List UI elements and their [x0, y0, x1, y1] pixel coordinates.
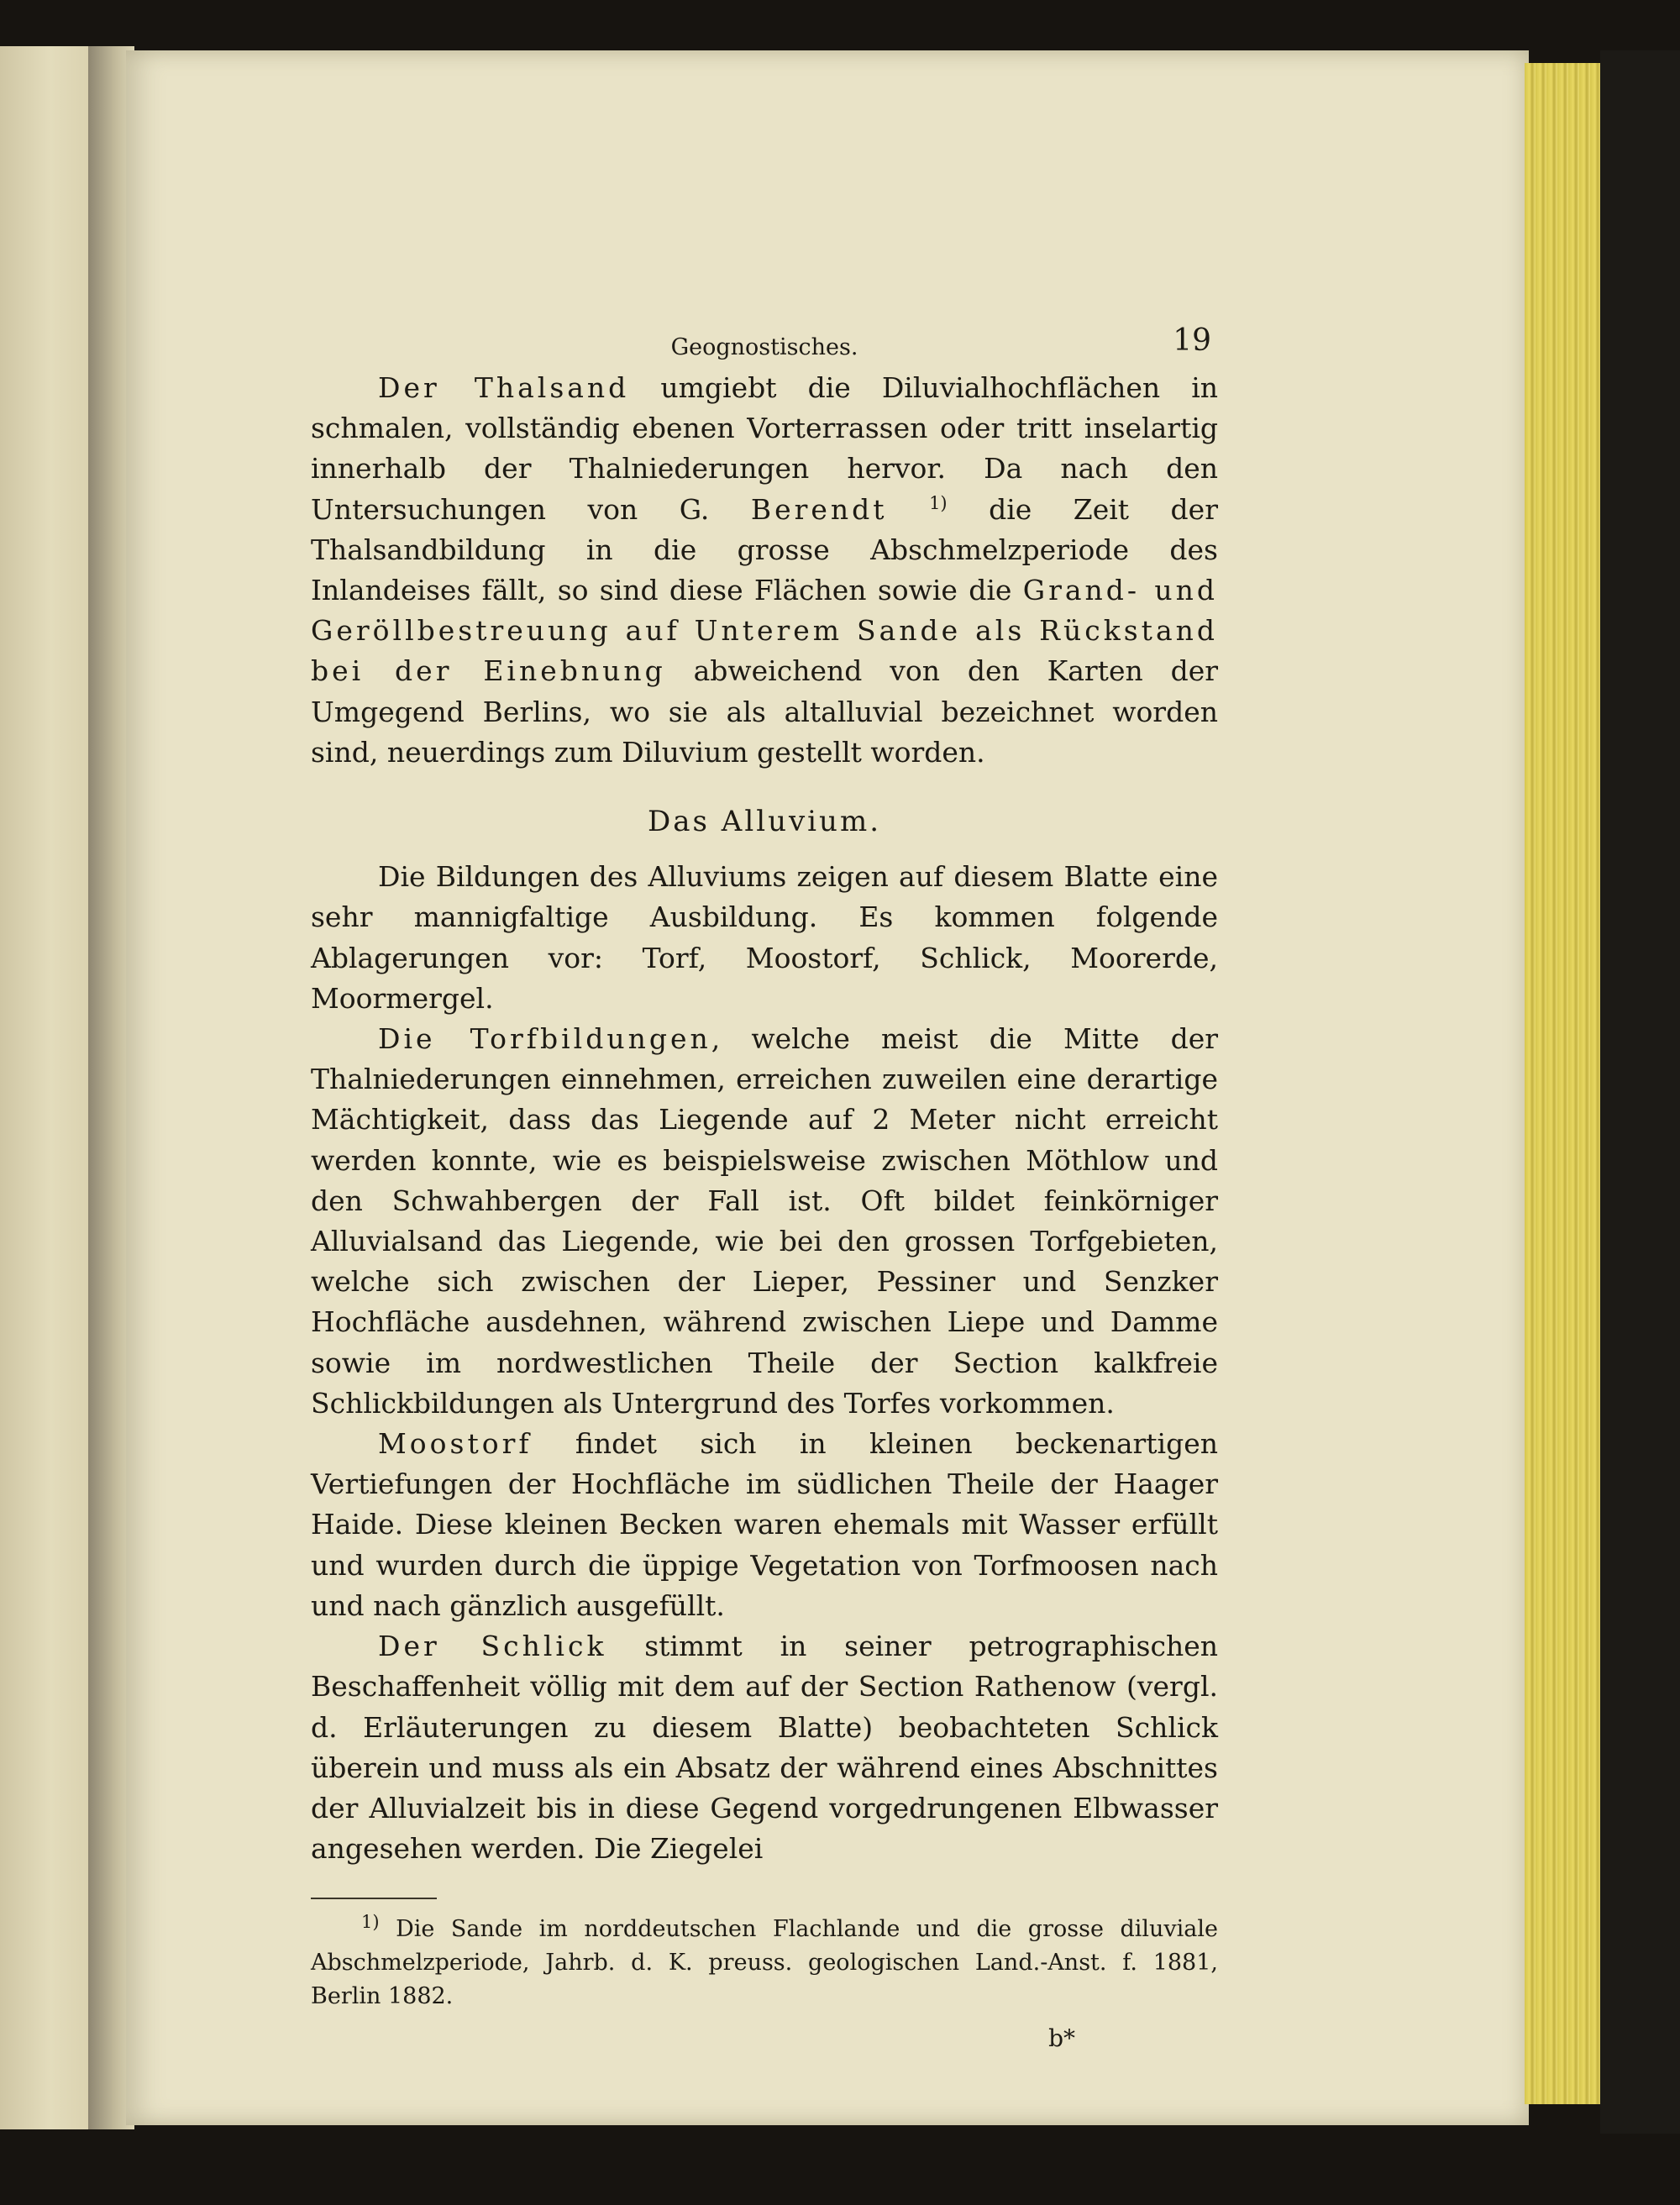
footnote — [311, 1913, 1218, 2013]
lead-term: Der Thalsand — [378, 371, 630, 404]
paragraph-text: die Zeit der Thalsandbildung in die grosse Abschmelzperiode des Inlandeises fällt, so sind diese Flächen sowie die — [311, 492, 1218, 607]
page-text — [311, 319, 1218, 2060]
paragraph-text: , welche meist die Mitte der Thalniederungen einnehmen, erreichen zuweilen eine derartige Mächtigkeit, dass das Liegende auf 2 Meter nicht erreicht werden konnte, wie es beispielsweise zwischen Möthlow und den Schwahbergen der Fall ist. Oft bildet feinkörniger Alluvialsand das Liegende, wie bei den grossen Torfgebieten, welche sich zwischen der Lieper, Pessiner und Senzker Hochfläche ausdehnen, während zwischen Liepe und Damme sowie im nordwestlichen Theile der Section kalkfreie Schlickbildungen als Untergrund des Torfes vorkommen. — [311, 1022, 1218, 1420]
footnote-divider — [311, 1898, 437, 1899]
footnote-mark: 1) — [361, 1912, 380, 1933]
paragraph-thalsand — [311, 368, 1218, 773]
section-heading: Das Alluvium. — [647, 805, 881, 839]
page-stack-edges — [1525, 63, 1604, 2104]
author-name: Berendt — [750, 492, 888, 526]
paragraph-text: findet sich in kleinen beckenartigen Vertiefungen der Hochfläche im südlichen Theile der Haager Haide. Diese kleinen Becken waren ehemals mit Wasser erfüllt und wurden durch die üppige Vegetation von Torfmoosen nach und nach gänzlich ausgefüllt. — [311, 1427, 1218, 1622]
paragraph-text: umgiebt die Diluvialhochflächen in schmalen, vollständig ebenen Vorterrassen oder tritt inselartig innerhalb der Thalniederungen hervor. Da nach den Untersuchungen von G. — [311, 371, 1219, 526]
footnote-paragraph — [311, 1913, 1218, 2013]
paragraph-alluvium: Die Bildungen des Alluviums zeigen auf diesem Blatte eine sehr mannigfaltige Ausbildung. Es kommen folgende Ablagerungen vor: Torf, Moostorf, Schlick, Moorerde, Moormergel. — [311, 860, 1218, 1015]
paragraph-text: abweichend von den Karten der Umgegend Berlins, wo sie als altalluvial bezeichnet worden sind, neuerdings zum Diluvium gestellt worden. — [311, 654, 1218, 769]
footnote-reference: 1) — [929, 492, 948, 513]
footnote-text: Die Sande im norddeutschen Flachlande und die grosse diluviale Abschmelzperiode, Jahrb. d. K. preuss. geologischen Land.-Anst. f. 1881, Berlin 1882. — [311, 1916, 1218, 2010]
paragraph-schlick — [311, 1626, 1218, 1869]
signature-mark: b* — [1048, 2024, 1075, 2053]
paragraph-torf — [311, 1019, 1218, 1424]
paragraph-moostorf — [311, 1424, 1218, 1626]
page-number: 19 — [1173, 323, 1211, 358]
book-cover — [1600, 50, 1680, 2134]
lead-term: Die Torfbildungen — [378, 1022, 711, 1056]
paragraph-text: stimmt in seiner petrographischen Beschaffenheit völlig mit dem auf der Section Rathenow (vergl. d. Erläuterungen zu diesem Blatte) beobachteten Schlick überein und muss als ein Absatz der während eines Abschnittes der Alluvialzeit bis in diese Gegend vorgedrungenen Elbwasser angesehen werden. Die Ziegelei — [311, 1630, 1218, 1866]
emphasis-term: Grand- und Geröllbestreuung auf Unterem Sande als Rückstand bei der Einebnung — [311, 574, 1218, 688]
running-head — [311, 319, 1218, 368]
lead-term: Moostorf — [378, 1427, 533, 1461]
running-head-title: Geognostisches. — [670, 334, 858, 360]
lead-term: Der Schlick — [378, 1630, 607, 1663]
